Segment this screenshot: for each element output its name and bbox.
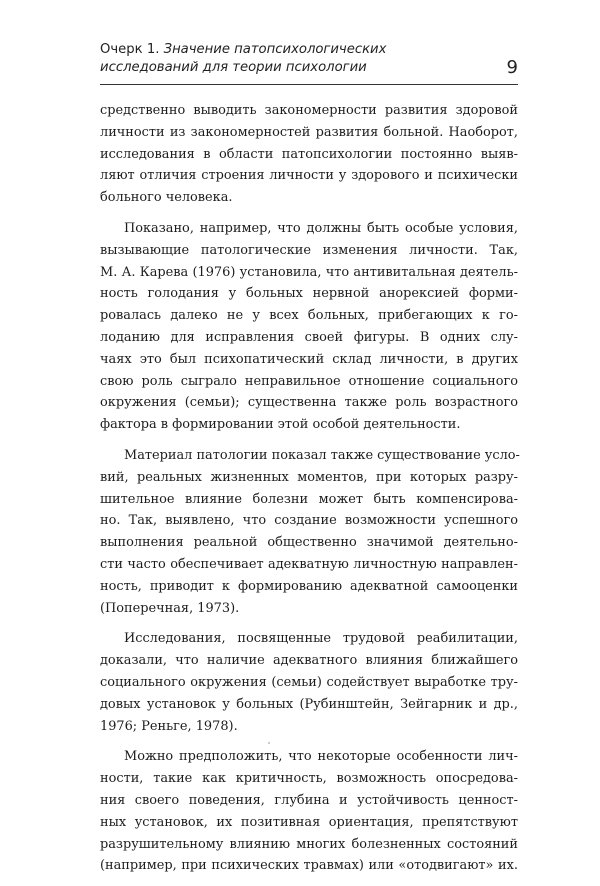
text-line: социального окружения (семьи) содействует выработке тру-	[100, 674, 518, 690]
text-line: Показано, например, что должны быть особые условия,	[124, 220, 518, 236]
text-line: средственно выводить закономерности развития здоровой	[100, 103, 518, 118]
page-number: 9	[506, 57, 518, 78]
text-line: М. А. Карева (1976) установила, что антивитальная деятель-	[100, 264, 518, 280]
paragraph	[100, 628, 518, 737]
running-head	[100, 41, 520, 77]
header-rule	[100, 84, 518, 85]
paragraph	[100, 746, 518, 877]
text-line: свою роль сыграло неправильное отношение социального	[100, 373, 518, 389]
text-line: ровалась далеко не у всех больных, прибегающих к го-	[100, 308, 518, 324]
running-head-line-1	[100, 41, 520, 59]
text-line: ности, такие как критичность, возможность опосредова-	[100, 771, 518, 787]
text-line: личности из закономерностей развития больной. Наоборот,	[100, 124, 518, 140]
chapter-title-line-1: Значение патопсихологических	[163, 42, 387, 57]
text-line: 1976; Реньге, 1978).	[100, 718, 238, 734]
body-text	[100, 100, 518, 886]
paragraph	[100, 445, 518, 619]
chapter-title-line-2: исследований для теории психологии	[100, 60, 367, 75]
print-speck	[268, 742, 270, 744]
text-line: лоданию для исправления своей фигуры. В одних слу-	[100, 329, 518, 345]
text-line: вий, реальных жизненных моментов, при которых разру-	[100, 469, 518, 485]
text-line: но. Так, выявлено, что создание возможности успешного	[100, 513, 518, 529]
text-line: исследования в области патопсихологии постоянно выяв-	[100, 146, 518, 162]
text-line: выполнения реальной общественно значимой деятельно-	[100, 535, 518, 551]
text-line: окружения (семьи); существенна также роль возрастного	[100, 395, 518, 411]
text-line: чаях это был психопатический склад личности, в других	[100, 351, 518, 367]
text-line: сти часто обеспечивает адекватную личностную направлен-	[100, 556, 518, 572]
text-line: ность голодания у больных нервной анорексией форми-	[100, 286, 518, 302]
text-line: Можно предположить, что некоторые особенности лич-	[124, 749, 518, 765]
text-line: ляют отличия строения личности у здорового и психически	[100, 168, 518, 184]
text-line: Исследования, посвященные трудовой реабилитации,	[124, 631, 518, 647]
text-line: больного человека.	[100, 190, 233, 206]
text-line: ния своего поведения, глубина и устойчивость ценност-	[100, 792, 518, 808]
paragraph	[100, 218, 518, 436]
text-line: (Поперечная, 1973).	[100, 600, 240, 616]
text-line: доказали, что наличие адекватного влияния ближайшего	[100, 653, 518, 669]
text-line: фактора в формировании этой особой деятельности.	[100, 417, 461, 433]
text-line: разрушительному влиянию многих болезненных состояний	[100, 836, 518, 852]
text-line: Материал патологии показал также существование усло-	[124, 447, 520, 463]
text-line: шительное влияние болезни может быть компенсирова-	[100, 491, 518, 507]
text-line: ных установок, их позитивная ориентация, препятствуют	[100, 814, 518, 830]
text-line: довых установок у больных (Рубинштейн, Зейгарник и др.,	[100, 696, 518, 712]
paragraph	[100, 100, 518, 209]
text-line: вызывающие патологические изменения личности. Так,	[100, 242, 518, 258]
text-line: (например, при психических травмах) или «отодвигают» их.	[100, 858, 518, 874]
text-line: ность, приводит к формированию адекватной самооценки	[100, 578, 518, 594]
chapter-number: Очерк 1.	[100, 42, 160, 57]
